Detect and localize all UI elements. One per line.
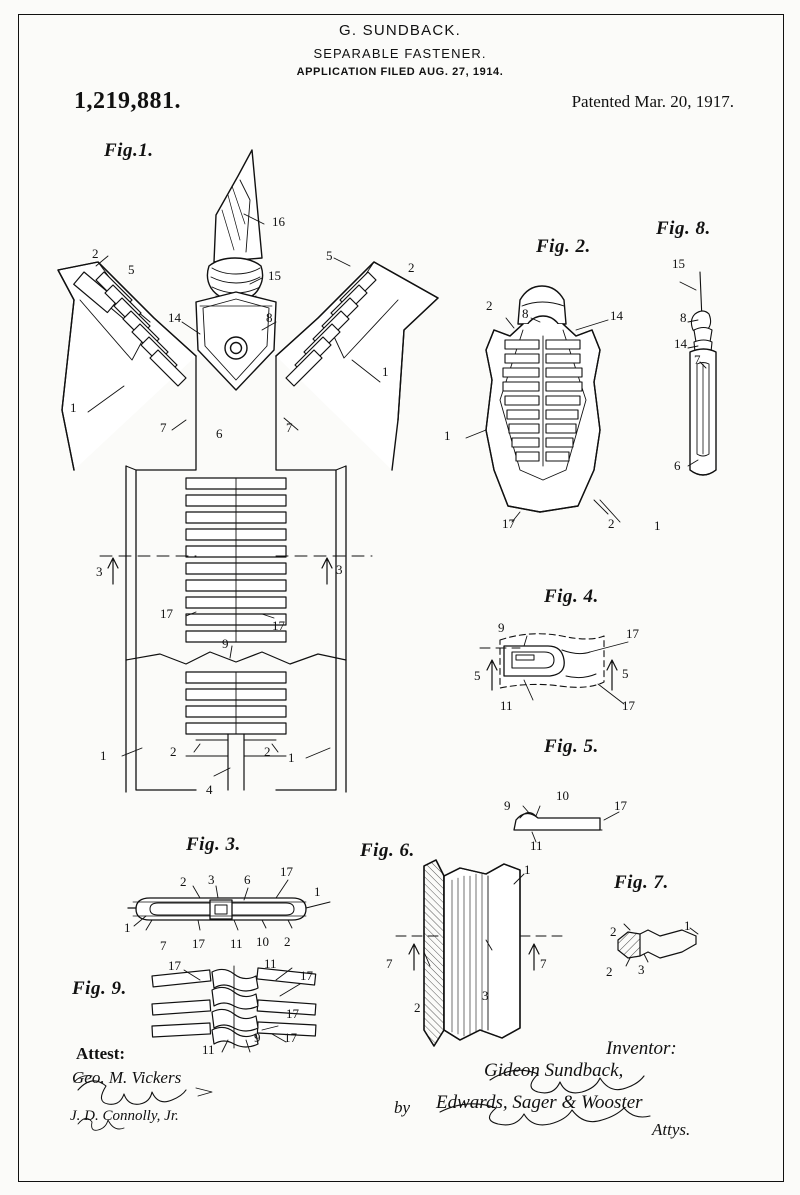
ref-fig5-10: 10 [556, 788, 569, 803]
ref-fig2-2-top: 2 [486, 298, 493, 313]
ref-fig9-17-bl: 11 [202, 1042, 215, 1057]
figure-4-drawing [480, 634, 628, 704]
ref-fig2-1-right: 1 [654, 518, 661, 533]
ref-fig1-5-left: 5 [128, 262, 135, 277]
ref-fig3-2-bot: 2 [284, 934, 291, 949]
fig2-label: Fig. 2. [536, 236, 591, 257]
figure-8-drawing [680, 272, 716, 475]
ref-fig9-9: 9 [254, 1030, 261, 1045]
ref-fig7-2-bot: 2 [606, 964, 613, 979]
ref-fig8-7: 7 [694, 352, 701, 367]
ref-fig6-7-left: 7 [386, 956, 393, 971]
ref-fig1-1-right: 1 [382, 364, 389, 379]
title-header: SEPARABLE FASTENER. [313, 46, 487, 61]
ref-fig7-3: 3 [638, 962, 645, 977]
ref-fig3-2: 2 [180, 874, 187, 889]
figure-6-drawing [396, 860, 566, 1046]
ref-fig3-1-left: 1 [124, 920, 131, 935]
by-label: by [394, 1098, 411, 1117]
ref-fig8-15: 15 [672, 256, 685, 271]
ref-fig7-2-top: 2 [610, 924, 617, 939]
ref-fig8-6: 6 [674, 458, 681, 473]
ref-fig2-1-left: 1 [444, 428, 451, 443]
ref-fig6-7-right: 7 [540, 956, 547, 971]
inventor-header: G. SUNDBACK. [339, 22, 461, 39]
ref-fig1-1-br: 1 [288, 750, 295, 765]
application-filed-line: APPLICATION FILED AUG. 27, 1914. [296, 66, 504, 78]
ref-fig1-7-left: 7 [160, 420, 167, 435]
ref-fig1-2-left: 2 [92, 246, 99, 261]
ref-fig4-17-top: 17 [626, 626, 639, 641]
ref-fig4-11: 11 [500, 698, 513, 713]
fig9-label: Fig. 9. [72, 978, 127, 999]
figure-2-drawing [466, 286, 620, 522]
ref-fig9-17-tl: 17 [168, 958, 181, 973]
ref-fig1-14: 14 [168, 310, 181, 325]
fig6-label: Fig. 6. [360, 840, 415, 861]
ref-fig8-8: 8 [680, 310, 687, 325]
ref-fig1-7-right: 7 [286, 420, 293, 435]
ref-fig1-1-left: 1 [70, 400, 77, 415]
ref-fig1-6: 6 [216, 426, 223, 441]
ref-fig9-17-mr: 17 [286, 1006, 299, 1021]
fig1-label: Fig.1. [104, 140, 154, 161]
ref-fig6-1: 1 [524, 862, 531, 877]
patent-number: 1,219,881. [74, 88, 181, 114]
ref-fig1-2-br: 2 [264, 744, 271, 759]
ref-fig1-3-left: 3 [96, 564, 103, 579]
ref-fig1-15: 15 [268, 268, 281, 283]
ref-fig4-9: 9 [498, 620, 505, 635]
inventor-signature: Gideon Sundback, [484, 1060, 624, 1081]
ref-fig6-3: 3 [482, 988, 489, 1003]
ref-fig4-5-left: 5 [474, 668, 481, 683]
ref-fig3-1-right: 1 [314, 884, 321, 899]
ref-fig1-8: 8 [266, 310, 273, 325]
ref-fig1-3-right: 3 [336, 562, 343, 577]
ref-fig4-5-right: 5 [622, 666, 629, 681]
ref-fig3-10: 10 [256, 934, 269, 949]
ref-fig4-17-bot: 17 [622, 698, 635, 713]
ref-fig2-2-bot: 2 [608, 516, 615, 531]
fig7-label: Fig. 7. [614, 872, 669, 893]
ref-fig3-3: 3 [208, 872, 215, 887]
ref-fig1-4: 4 [206, 782, 213, 797]
ref-fig1-17-right: 17 [272, 618, 285, 633]
ref-fig6-2: 2 [414, 1000, 421, 1015]
ref-fig9-11-top: 11 [264, 956, 277, 971]
ref-fig3-7: 7 [160, 938, 167, 953]
ref-fig8-14: 14 [674, 336, 687, 351]
ref-fig5-17: 17 [614, 798, 627, 813]
ref-fig2-8: 8 [522, 306, 529, 321]
figure-5-drawing [514, 806, 619, 842]
attorneys-signature: Edwards, Sager & Wooster [436, 1092, 643, 1113]
ref-fig2-17: 17 [502, 516, 515, 531]
patent-date: Patented Mar. 20, 1917. [571, 92, 734, 111]
witness-signature-2: J. D. Connolly, Jr. [70, 1108, 179, 1124]
ref-fig2-14: 14 [610, 308, 623, 323]
ref-fig1-5-right: 5 [326, 248, 333, 263]
ref-fig1-17-left: 17 [160, 606, 173, 621]
attorneys-label: Attys. [652, 1120, 691, 1139]
inventor-label: Inventor: [606, 1038, 677, 1059]
ref-fig5-11: 11 [530, 838, 543, 853]
ref-fig3-11: 11 [230, 936, 243, 951]
ref-fig3-6: 6 [244, 872, 251, 887]
ref-fig1-2-bl: 2 [170, 744, 177, 759]
fig8-label: Fig. 8. [656, 218, 711, 239]
fig5-label: Fig. 5. [544, 736, 599, 757]
ref-fig1-16: 16 [272, 214, 285, 229]
fig3-label: Fig. 3. [186, 834, 241, 855]
figure-1-drawing [58, 150, 438, 792]
ref-fig5-9: 9 [504, 798, 511, 813]
ref-fig7-1: 1 [684, 918, 691, 933]
attest-label: Attest: [76, 1044, 126, 1063]
ref-fig9-17-tr: 17 [300, 968, 313, 983]
ref-fig1-9: 9 [222, 636, 229, 651]
ref-fig3-17-top: 17 [280, 864, 293, 879]
fig4-label: Fig. 4. [544, 586, 599, 607]
ref-fig9-17-br: 17 [284, 1030, 297, 1045]
ref-fig3-17-bot: 17 [192, 936, 205, 951]
witness-signature-1: Geo. M. Vickers [72, 1068, 182, 1087]
figure-3-drawing [128, 880, 330, 930]
ref-fig1-1-bl: 1 [100, 748, 107, 763]
ref-fig1-2-right: 2 [408, 260, 415, 275]
